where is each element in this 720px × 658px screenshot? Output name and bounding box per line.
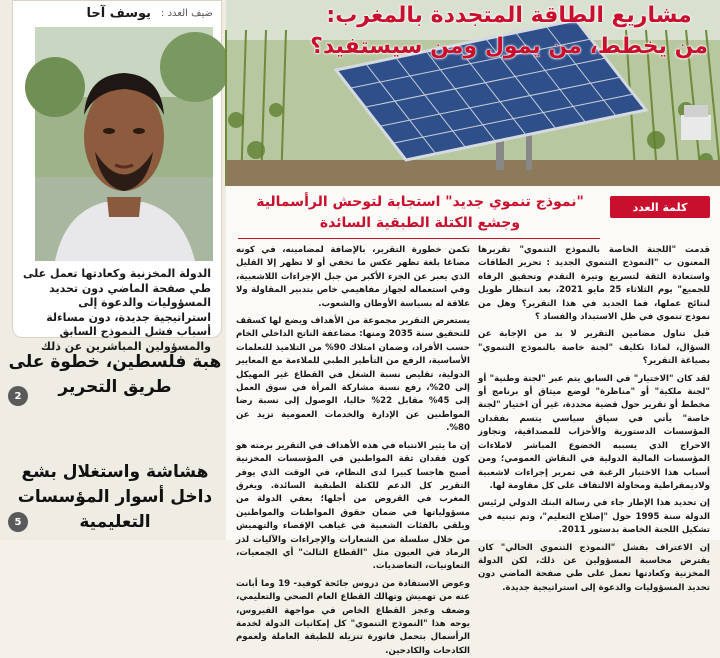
title-line: "نموذج تنموي جديد" استجابة لتوحش الرأسمالية — [256, 194, 584, 210]
guest-header — [21, 3, 213, 23]
page-number-badge: 2 — [8, 386, 28, 406]
column-tag: كلمة العدد — [610, 196, 710, 218]
cover-headline — [310, 0, 708, 62]
teaser-item[interactable] — [8, 350, 222, 400]
title-divider — [238, 238, 600, 239]
teaser-line: هبة فلسطين، خطوة على — [8, 352, 222, 372]
teaser-item[interactable] — [8, 460, 222, 535]
paragraph: إن ما يثير الانتباه في هذه الأهداف في التقرير برمته هو كون فقدان ثقة المواطنين في المؤسسات المخزنية أصبح هاجسا كبيرا لدى النظام، في الوقت الذي يوفر التقرير كل الدعم للكتلة الطبقية السائدة. ويغرق المغرب في القروض من أجلها؛ يعفي الدولة من مسؤولياتها في ضمان حقوق المواطنات والمواطنين ويلقي بالفئات الشعبية في غياهب الإقصاء والتهميش من خلال سلسلة من الشعارات والإجراءات والآليات لذر الرماد في العيون مثل "القطاع الثالث" أي الجمعيات، التعاونيات، التعاضديات. — [236, 440, 470, 572]
paragraph: إن الاعتراف بفشل "النموذج التنموي الحالي" كان يفترض محاسبة المسؤولين عن ذلك، لكن الدولة المخزنية وكعادتها تعمل على طي صفحة الماضي دون تحديد المسؤوليات والدعوة إلى استراتيجية جديدة. — [478, 542, 710, 593]
sidebar — [0, 0, 226, 540]
headline-line: من يخطط، من يمول ومن سيستفيد؟ — [310, 34, 708, 59]
guest-label: ضيف العدد : — [161, 7, 213, 19]
page-number-badge: 5 — [8, 512, 28, 532]
paragraph: قبل تناول مضامين التقرير لا بد من الإجابة عن السؤال، لماذا تكليف "لجنة خاصة بالنموذج التنموي" بصياغة التقرير؟ — [478, 329, 710, 367]
teaser-line: هشاشة واستغلال بشع — [21, 462, 209, 482]
article-column-right — [478, 244, 710, 593]
guest-card — [12, 0, 222, 353]
paragraph: قدمت "اللجنة الخاصة بالنموذج التنموي" تقريرها المعنون ب "النموذج التنموي الجديد : تحرير الطاقات واستعادة الثقة لتسريع وتيرة التقدم وتحقيق الرفاه للجميع" يوم الثلاثاء 25 مايو 2021، بعد انتظار طويل لنتائج عملها، فما الجديد في هذا التقرير؟ وهل من نموذج تنموي في ظل الاستبداد والفساد ؟ — [478, 245, 710, 323]
paragraph: تكمن خطورة التقرير، بالإضافة لمضامينه، في كونه مصاغا بلغة تظهر عكس ما تخفي أو لا تظهر إلا القليل الذي يعبر عن الجزء الأكبر من جبل الإجراءات اللاشعبية، وفي استعماله لجهاز مفاهيمي خاص بتدبير المقاولة ولا علاقة له بسياسة الأوطان والشعوب. — [236, 245, 470, 309]
teaser-line: داخل أسوار المؤسسات — [17, 487, 213, 507]
paragraph: وعوض الاستفادة من دروس جائحة كوفيد- 19 وما أبانت عنه من تهميش وتهالك القطاع العام الصحي والتعليمي، وضعف وعجز القطاع الخاص في مواجهة الفيروس، يوجه هذا "النموذج التنموي" كل إمكانيات الدولة لخدمة الرأسمال بتحمل فاتورة تنزيله للطبقة العاملة ولعموم الكادحات والكادحين. — [236, 578, 470, 656]
guest-portrait-photo — [35, 27, 213, 261]
paragraph: لقد كان "الاختيار" في السابق يتم عبر "لجنة وطنية" أو "لجنة ملكية" أو "مناظرة" لوضع ميثاق أو برنامج أو مخطط أو تقرير حول قضية محددة، غير أن اختيار "لجنة خاصة" يأتي في سياق سياسي يتسم بفقدان المؤسسات الدستورية والأحزاب للمصداقية، وتجاوز الاحراج الذي يسببه الخضوع المباشر لاملاءات المؤسسات المالية الدولية في النقاش العمومي؛ ومن أسباب هذا الاختيار الرغبة في تمرير إجراءات لاشعبية ولاديمقراطية ومحاولة الالتفاف على كل مقاومة لها. — [478, 373, 710, 491]
article-column-left — [236, 244, 470, 656]
guest-name: يوسف آحا — [86, 5, 152, 21]
paragraph: يستعرض التقرير مجموعة من الأهداف ويضع لها كسقف للتحقيق سنة 2035 ومنها: مضاعفة الناتج الداخلي الخام حسب الأفراد، وضمان امتلاك 90% من التلاميذ للتعلمات الأساسية، الرفع من التأطير الطبي للملاءمة مع المعايير الدولية، تقليص نسبة الشغل في القطاع غير المهيكل إلى 20%، رفع نسبة مشاركة المرأة في سوق العمل إلى 45% مقابل 22% حاليا، الوصول إلى نسبة رضا المواطنين عن الإدارة والخدمات العمومية تزيد عن 80%. — [236, 316, 470, 434]
guest-caption: الدولة المخزنية وكعادتها تعمل على طي صفحة الماضي دون تحديد المسؤوليات والدعوة إلى استراتيجية جديدة، دون مساءلة أسباب فشل النموذج السابق والمسؤولين المباشرين عن ذلك — [23, 267, 211, 353]
hero-section — [226, 0, 720, 186]
main-content — [226, 0, 720, 656]
teaser-line: طريق التحرير — [58, 377, 172, 397]
article-title — [240, 192, 600, 234]
title-line: وجشع الكتلة الطبقية السائدة — [319, 215, 521, 231]
paragraph: إن تحديد هذا الإطار جاء في رسالة البنك الدولي لرئيس الدولة سنة 1995 حول "إصلاح التعليم"، وتم تبنيه في تشكيل اللجنة الخاصة بدستور 2011. — [478, 498, 710, 536]
headline-line: مشاريع الطاقة المتجددة بالمغرب: — [326, 3, 692, 28]
teaser-line: التعليمية — [79, 512, 151, 532]
